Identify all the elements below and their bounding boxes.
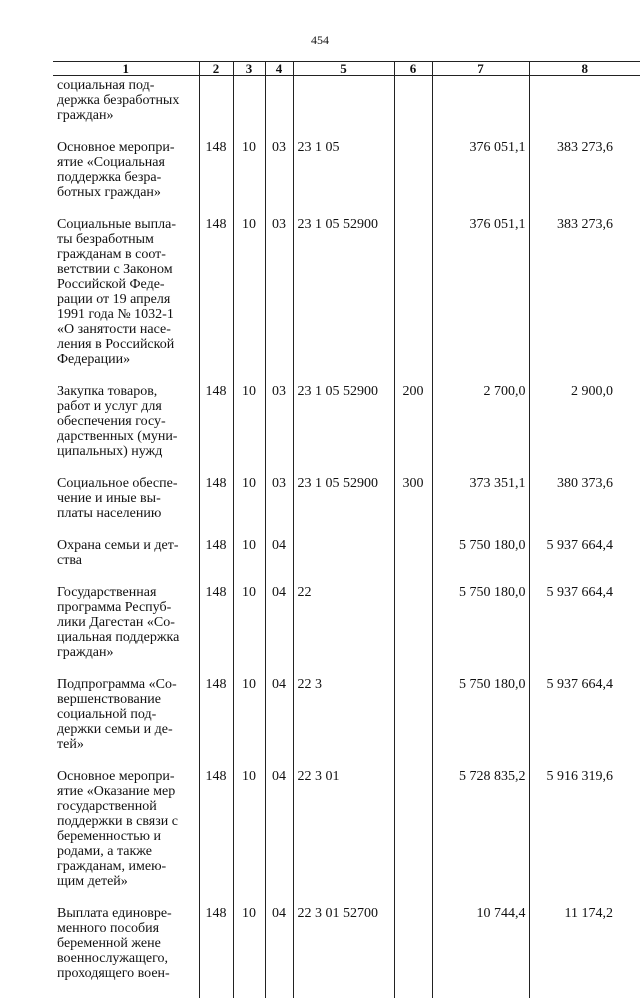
col3-cell xyxy=(233,76,265,141)
col7-cell: 5 750 180,0 xyxy=(432,585,529,677)
col6-cell xyxy=(394,538,432,585)
col5-cell: 23 1 05 52900 xyxy=(293,476,394,538)
column-header-8: 8 xyxy=(529,62,640,76)
col8-cell: 380 373,6 xyxy=(529,476,640,538)
col3-cell: 10 xyxy=(233,585,265,677)
table-row xyxy=(53,769,640,906)
budget-table xyxy=(53,61,640,998)
col3-cell: 10 xyxy=(233,217,265,384)
col3-cell: 10 xyxy=(233,906,265,998)
col4-cell: 03 xyxy=(265,140,293,217)
col4-cell: 04 xyxy=(265,906,293,998)
col3-cell: 10 xyxy=(233,384,265,476)
col2-cell: 148 xyxy=(199,769,233,906)
col3-cell: 10 xyxy=(233,538,265,585)
table-row xyxy=(53,384,640,476)
col4-cell: 04 xyxy=(265,585,293,677)
column-header-1: 1 xyxy=(53,62,199,76)
table-header-row xyxy=(53,62,640,76)
table-row xyxy=(53,476,640,538)
column-header-7: 7 xyxy=(432,62,529,76)
col7-cell: 5 750 180,0 xyxy=(432,677,529,769)
row-name-cell: Закупка товаров, работ и услуг для обеспечения госу- дарственных (муни- ципальных) нужд xyxy=(53,384,199,476)
col8-cell: 5 937 664,4 xyxy=(529,585,640,677)
col6-cell xyxy=(394,769,432,906)
col7-cell: 10 744,4 xyxy=(432,906,529,998)
col7-cell: 376 051,1 xyxy=(432,140,529,217)
table-row xyxy=(53,538,640,585)
col5-cell: 23 1 05 52900 xyxy=(293,217,394,384)
col3-cell: 10 xyxy=(233,769,265,906)
col6-cell xyxy=(394,140,432,217)
col4-cell xyxy=(265,76,293,141)
col2-cell: 148 xyxy=(199,677,233,769)
col5-cell: 22 3 01 xyxy=(293,769,394,906)
table-row xyxy=(53,585,640,677)
col6-cell xyxy=(394,677,432,769)
col2-cell: 148 xyxy=(199,217,233,384)
col4-cell: 04 xyxy=(265,538,293,585)
row-name-cell: Подпрограмма «Со- вершенствование социальной под- держки семьи и де- тей» xyxy=(53,677,199,769)
col6-cell xyxy=(394,906,432,998)
table-row xyxy=(53,906,640,998)
col2-cell: 148 xyxy=(199,585,233,677)
col2-cell: 148 xyxy=(199,906,233,998)
col5-cell xyxy=(293,538,394,585)
row-name-cell: Социальные выпла- ты безработным гражданам в соот- ветствии с Законом Российской Феде- рации от 19 апреля 1991 года № 1032-1 «О занятости насе- ления в Российской Федерации» xyxy=(53,217,199,384)
page-number: 454 xyxy=(311,33,329,47)
col2-cell: 148 xyxy=(199,538,233,585)
col7-cell: 376 051,1 xyxy=(432,217,529,384)
col4-cell: 03 xyxy=(265,217,293,384)
col7-cell: 5 750 180,0 xyxy=(432,538,529,585)
col5-cell: 23 1 05 xyxy=(293,140,394,217)
table-row xyxy=(53,677,640,769)
col7-cell xyxy=(432,76,529,141)
col8-cell: 5 937 664,4 xyxy=(529,677,640,769)
col3-cell: 10 xyxy=(233,476,265,538)
col5-cell: 22 3 xyxy=(293,677,394,769)
col2-cell: 148 xyxy=(199,476,233,538)
col6-cell xyxy=(394,76,432,141)
col4-cell: 03 xyxy=(265,384,293,476)
col5-cell xyxy=(293,76,394,141)
col3-cell: 10 xyxy=(233,677,265,769)
col7-cell: 2 700,0 xyxy=(432,384,529,476)
col8-cell: 5 916 319,6 xyxy=(529,769,640,906)
col4-cell: 03 xyxy=(265,476,293,538)
row-name-cell: Основное меропри- ятие «Оказание мер государственной поддержки в связи с беременностью и родами, а также гражданам, имею- щим детей» xyxy=(53,769,199,906)
col6-cell xyxy=(394,585,432,677)
budget-table-container xyxy=(53,61,640,981)
col7-cell: 5 728 835,2 xyxy=(432,769,529,906)
row-name-cell: Основное меропри- ятие «Социальная поддержка безра- ботных граждан» xyxy=(53,140,199,217)
col2-cell xyxy=(199,76,233,141)
column-header-3: 3 xyxy=(233,62,265,76)
col8-cell: 383 273,6 xyxy=(529,217,640,384)
col6-cell: 200 xyxy=(394,384,432,476)
col3-cell: 10 xyxy=(233,140,265,217)
table-row xyxy=(53,76,640,141)
column-header-6: 6 xyxy=(394,62,432,76)
table-row xyxy=(53,217,640,384)
col8-cell: 383 273,6 xyxy=(529,140,640,217)
row-name-cell: Государственная программа Респуб- лики Дагестан «Со- циальная поддержка граждан» xyxy=(53,585,199,677)
col5-cell: 23 1 05 52900 xyxy=(293,384,394,476)
col7-cell: 373 351,1 xyxy=(432,476,529,538)
col2-cell: 148 xyxy=(199,384,233,476)
row-name-cell: социальная под- держка безработных граждан» xyxy=(53,76,199,141)
col4-cell: 04 xyxy=(265,677,293,769)
column-header-5: 5 xyxy=(293,62,394,76)
col8-cell: 11 174,2 xyxy=(529,906,640,998)
col8-cell: 2 900,0 xyxy=(529,384,640,476)
col2-cell: 148 xyxy=(199,140,233,217)
col8-cell xyxy=(529,76,640,141)
col4-cell: 04 xyxy=(265,769,293,906)
row-name-cell: Выплата единовре- менного пособия беременной жене военнослужащего, проходящего воен- xyxy=(53,906,199,998)
table-row xyxy=(53,140,640,217)
col6-cell xyxy=(394,217,432,384)
row-name-cell: Охрана семьи и дет- ства xyxy=(53,538,199,585)
column-header-2: 2 xyxy=(199,62,233,76)
column-header-4: 4 xyxy=(265,62,293,76)
col5-cell: 22 xyxy=(293,585,394,677)
col6-cell: 300 xyxy=(394,476,432,538)
row-name-cell: Социальное обеспе- чение и иные вы- платы населению xyxy=(53,476,199,538)
col5-cell: 22 3 01 52700 xyxy=(293,906,394,998)
col8-cell: 5 937 664,4 xyxy=(529,538,640,585)
